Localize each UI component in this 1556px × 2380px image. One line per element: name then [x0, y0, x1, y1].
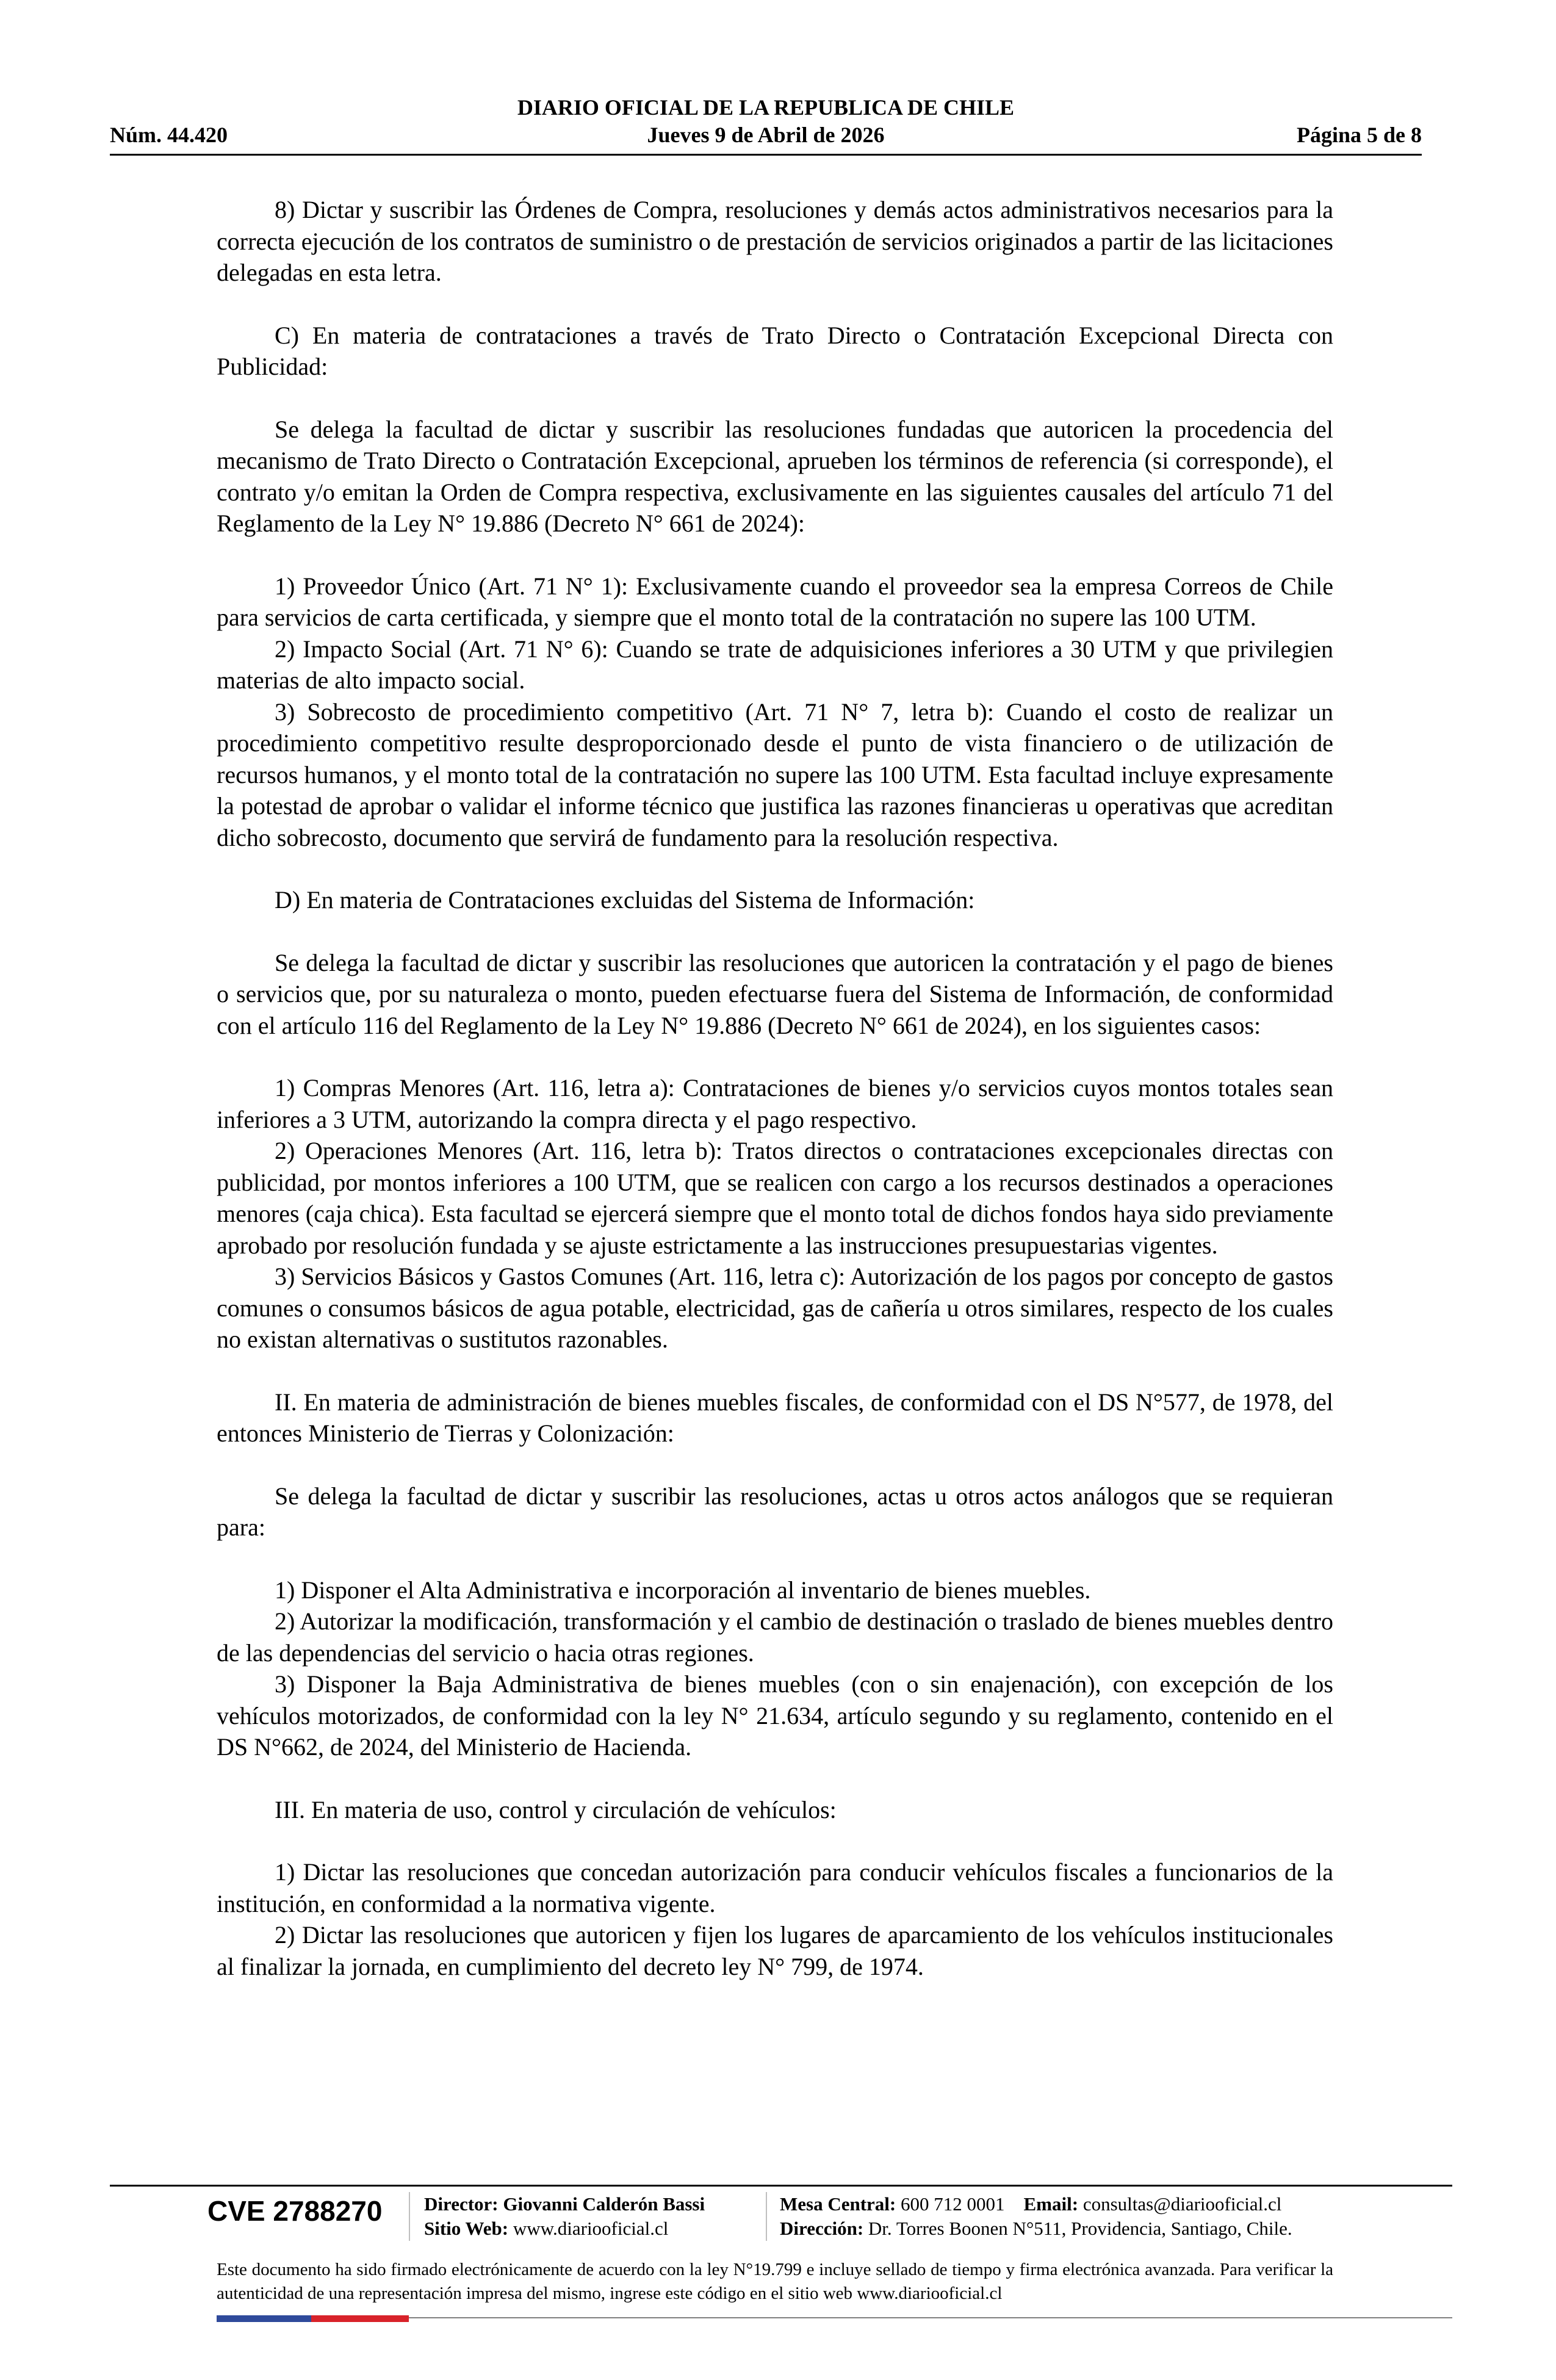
header-divider [110, 154, 1422, 156]
cve-code: CVE 2788270 [207, 2195, 383, 2227]
flag-red-stripe [311, 2315, 409, 2322]
mesa-label: Mesa Central: [780, 2193, 896, 2215]
issue-date: Jueves 9 de Abril de 2026 [647, 123, 885, 147]
list-item: 3) Sobrecosto de procedimiento competitivo (Art. 71 N° 7, letra b): Cuando el costo de realizar un procedimiento competitivo resulte desproporcionado desde el punto de vista financiero o de utilización de recursos humanos, y el monto total de la contratación no supere las 100 UTM. Esta facultad incluye expresamente la potestad de aprobar o validar el informe técnico que justifica las razones financieras u operativas que acreditan dicho sobrecosto, documento que servirá de fundamento para la resolución respectiva. [217, 698, 1333, 851]
site-link[interactable]: www.diariooficial.cl [513, 2218, 669, 2239]
signature-notice: Este documento ha sido firmado electrónicamente de acuerdo con la ley N°19.799 e incluye sellado de tiempo y firma electrónica avanzada. Para verificar la autenticidad de una representación impresa del mismo, ingrese este código en el sitio web www.diariooficial.cl [217, 2260, 1333, 2303]
page-number: Página 5 de 8 [1296, 123, 1422, 147]
list-item: 3) Servicios Básicos y Gastos Comunes (Art. 116, letra c): Autorización de los pagos por concepto de gastos comunes o consumos básicos de agua potable, electricidad, gas de cañería u otros similares, respecto de los cuales no existan alternativas o sustitutos razonables. [217, 1263, 1333, 1353]
list-item: 2) Autorizar la modificación, transformación y el cambio de destinación o traslado de bienes muebles dentro de las dependencias del servicio o hacia otras regiones. [217, 1607, 1333, 1667]
list-item: 2) Operaciones Menores (Art. 116, letra b): Tratos directos o contrataciones excepcionales directas con publicidad, por montos inferiores a 100 UTM, que se realicen con cargo a los recursos destinados a operaciones menores (caja chica). Esta facultad se ejercerá siempre que el monto total de dichos fondos haya sido previamente aprobado por resolución fundada y se ajuste estrictamente a las instrucciones presupuestarias vigentes. [217, 1137, 1333, 1259]
section-heading-c: C) En materia de contrataciones a través de Trato Directo o Contratación Excepcional Directa con Publicidad: [217, 321, 1333, 380]
list-item: 1) Dictar las resoluciones que concedan autorización para conducir vehículos fiscales a funcionarios de la institución, en conformidad a la normativa vigente. [217, 1858, 1333, 1917]
newspaper-title: DIARIO OFICIAL DE LA REPUBLICA DE CHILE [517, 95, 1015, 120]
mesa-phone: 600 712 0001 [901, 2193, 1005, 2215]
list-item: 1) Disponer el Alta Administrativa e incorporación al inventario de bienes muebles. [275, 1576, 1091, 1604]
document-body [217, 194, 1333, 1982]
address-value: Dr. Torres Boonen N°511, Providencia, Santiago, Chile. [868, 2218, 1292, 2239]
footer-separator [409, 2192, 410, 2241]
paragraph: Se delega la facultad de dictar y suscribir las resoluciones, actas u otros actos análogos que se requieran para: [217, 1482, 1333, 1541]
email-link[interactable]: consultas@diariooficial.cl [1082, 2193, 1282, 2215]
list-item: 3) Disponer la Baja Administrativa de bienes muebles (con o sin enajenación), con excepción de los vehículos motorizados, de conformidad con la ley N° 21.634, artículo segundo y su reglamento, contenido en el DS N°662, de 2024, del Ministerio de Hacienda. [217, 1670, 1333, 1761]
email-label: Email: [1023, 2193, 1079, 2215]
section-heading-ii: II. En materia de administración de bienes muebles fiscales, de conformidad con el DS N°577, de 1978, del entonces Ministerio de Tierras y Colonización: [217, 1388, 1333, 1447]
address-label: Dirección: [780, 2218, 864, 2239]
section-heading-d: D) En materia de Contrataciones excluidas del Sistema de Información: [275, 886, 975, 914]
paragraph: Se delega la facultad de dictar y suscribir las resoluciones que autoricen la contratación y el pago de bienes o servicios que, por su naturaleza o monto, pueden efectuarse fuera del Sistema de Información, de conformidad con el artículo 116 del Reglamento de la Ley N° 19.886 (Decreto N° 661 de 2024), en los siguientes casos: [217, 948, 1333, 1039]
footer-separator [766, 2192, 767, 2241]
section-heading-iii: III. En materia de uso, control y circulación de vehículos: [275, 1795, 837, 1823]
footer-divider [110, 2185, 1452, 2187]
site-label: Sitio Web: [424, 2218, 509, 2239]
footer-contact-block [780, 2192, 1353, 2241]
paragraph: 8) Dictar y suscribir las Órdenes de Compra, resoluciones y demás actos administrativos necesarios para la correcta ejecución de los contratos de suministro o de prestación de servicios originados a partir de las licitaciones delegadas en esta letra. [217, 196, 1333, 286]
page-header [110, 95, 1422, 156]
list-item: 1) Proveedor Único (Art. 71 N° 1): Exclusivamente cuando el proveedor sea la empresa Correos de Chile para servicios de carta certificada, y siempre que el monto total de la contratación no supere las 100 UTM. [217, 572, 1333, 631]
director-label: Director: [424, 2193, 499, 2215]
footer-director-block [424, 2192, 766, 2241]
paragraph: Se delega la facultad de dictar y suscribir las resoluciones fundadas que autoricen la procedencia del mecanismo de Trato Directo o Contratación Excepcional, aprueben los términos de referencia (si corresponde), el contrato y/o emitan la Orden de Compra respectiva, exclusivamente en las siguientes causales del artículo 71 del Reglamento de la Ley N° 19.886 (Decreto N° 661 de 2024): [217, 415, 1333, 537]
flag-blue-stripe [217, 2315, 311, 2322]
list-item: 2) Impacto Social (Art. 71 N° 6): Cuando se trate de adquisiciones inferiores a 30 UTM y que privilegien materias de alto impacto social. [217, 635, 1333, 694]
issue-number: Núm. 44.420 [110, 123, 228, 147]
list-item: 1) Compras Menores (Art. 116, letra a): Contrataciones de bienes y/o servicios cuyos montos totales sean inferiores a 3 UTM, autorizando la compra directa y el pago respectivo. [217, 1074, 1333, 1133]
director-name: Giovanni Calderón Bassi [503, 2193, 705, 2215]
list-item: 2) Dictar las resoluciones que autoricen y fijen los lugares de aparcamiento de los vehículos institucionales al finalizar la jornada, en cumplimiento del decreto ley N° 799, de 1974. [217, 1921, 1333, 1980]
